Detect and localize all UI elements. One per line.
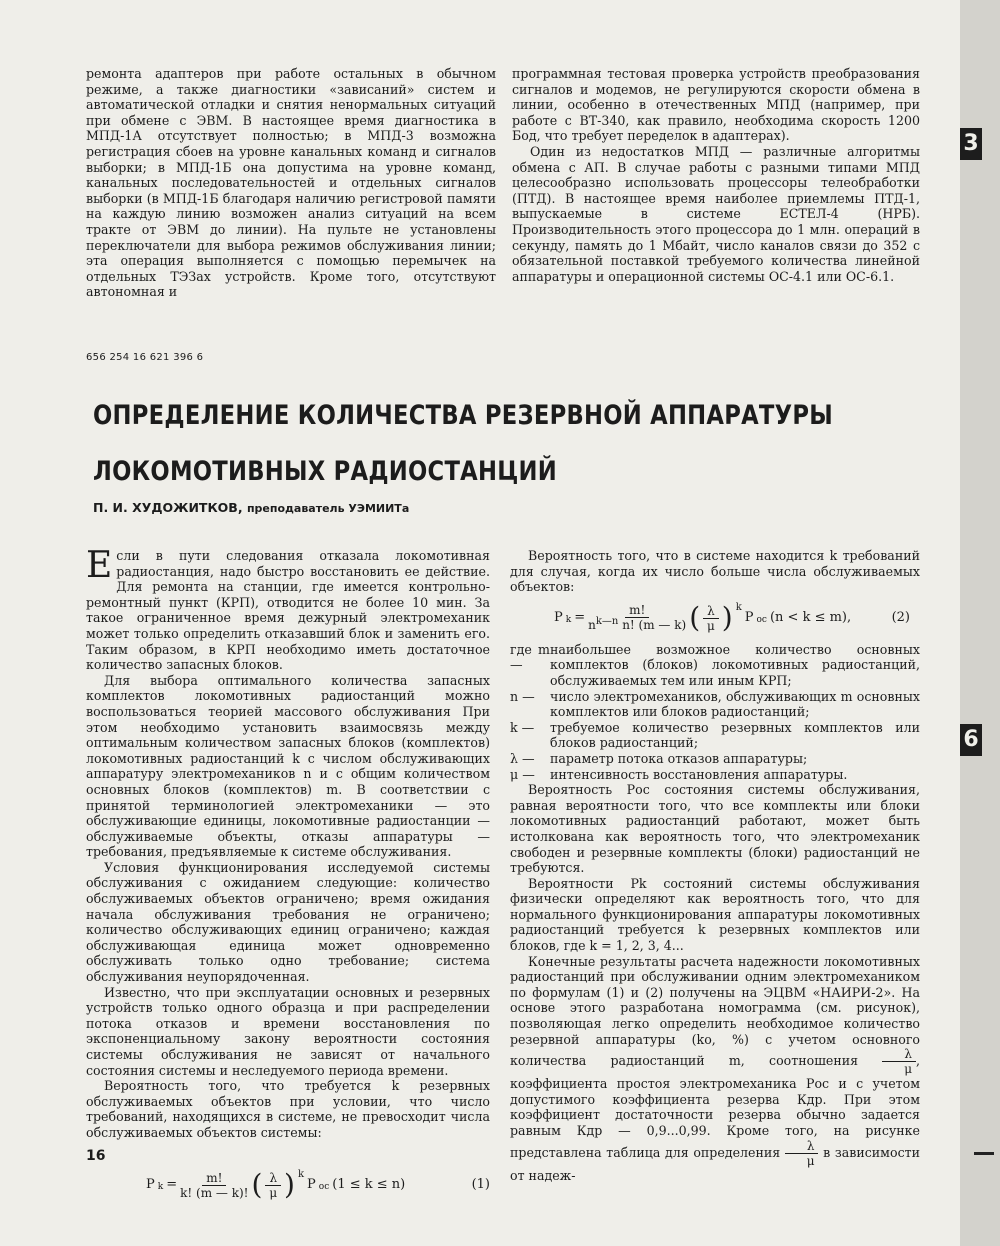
intro-paragraph: Если в пути следования отказала локомотивная радиостанция, надо быстро восстановить ее действие. Для ремонта на станции, где имеется контрольно-ремонтный пункт (КРП), отводится не более 10 мин. За такое ограниченное время дежурный электромеханик может только определить отказавший блок и заменить его. Таким образом, в КРП необходимо иметь достаточное количество запасных блоков. — [86, 545, 490, 673]
top-left-column — [86, 66, 496, 300]
formula-number: (1) — [471, 1177, 490, 1193]
article-title — [93, 388, 833, 500]
section-tab: 3 — [960, 128, 982, 160]
paragraph: Вероятность того, что в системе находится k требований для случая, когда их число больше числа обслуживаемых объектов: — [510, 548, 920, 595]
paragraph: Вероятность того, что требуется k резервных обслуживаемых объектов при условии, что число требований, находящихся в системе, не превосходит числа обслуживаемых объектов системы: — [86, 1078, 490, 1140]
lambda-mu-fraction: $\frac{\lambda}{\mu}$ — [265, 1171, 281, 1200]
paragraph: Конечные результаты расчета надежности локомотивных радиостанций при обслуживании одним электромехаником по формулам (1) и (2) получены на ЭЦВМ «НАИРИ-2». На основе этого разработана номограмма (см. рисунок), позволяющая легко определить необходимое количество резервной аппаратуры (kо, %) с учетом основного количества радиостанций m, соотношения $\frac{\lambda}{\mu}$ , коэффициента простоя электромеханика Pос и с учетом допустимого коэффициента резерва Кдр. При этом коэффициент достаточности резерва обычно задается равным Кдр — 0,9...0,99. Кроме того, на рисунке представлена таблица для определения $\frac{\lambda}{\mu}$ в зависимости от надеж- — [510, 953, 920, 1183]
right-column — [510, 548, 920, 1183]
formula-number: (2) — [891, 610, 910, 626]
formula-2: P k = $\frac{m!}{n^{k—n} n! (m — k)}$ ( $\frac{\lambda}{\mu}$ ) k P oc (n < k ≤ m), (2) — [554, 601, 910, 635]
formula-1: P k = $\frac{m!}{k! (m — k)!}$ ( $\frac{\lambda}{\mu}$ ) k P oc (1 ≤ k ≤ n) (1) — [146, 1168, 490, 1202]
paragraph: Для выбора оптимального количества запасных комплектов локомотивных радиостанций можно воспользоваться теорией массового обслуживания При этом необходимо установить взаимосвязь между оптимальным количеством запасных блоков (комплектов) локомотивных радиостанций k с числом обслуживающих аппаратуру электромехаников n и с общим количеством основных блоков (комплектов) m. В соответствии с принятой терминологией электромеханики — это обслуживающие единицы, локомотивные радиостанции — обслуживаемые объекты, отказы аппаратуры — требования, предъявляемые к системе обслуживания. — [86, 672, 490, 860]
drop-cap: Е — [86, 545, 113, 586]
lambda-mu-fraction: $\frac{\lambda}{\mu}$ — [703, 604, 719, 633]
paragraph: ремонта адаптеров при работе остальных в обычном режиме, а также диагностики «зависаний» систем и автоматической отладки и снятия ненормальных ситуаций при обмене с ЭВМ. В настоящее время диагностика в МПД-1А отсутствует полностью; в МПД-3 возможна регистрация сбоев на уровне канальных команд и сигналов выборки; в МПД-1Б она допустима на уровне команд, канальных последовательностей и отдельных сигналов выборки (в МПД-1Б благодаря наличию регистровой памяти на каждую линию возможен анализ ситуаций на всем тракте от ЭВМ до линии). На пульте не установлены переключатели для выбора режимов обслуживания линии; эта операция выполняется с помощью перемычек на отдельных ТЭЗах устройств. Кроме того, отсутствуют автономная и — [86, 66, 496, 300]
fraction: $\frac{m!}{k! (m — k)!}$ — [180, 1170, 249, 1200]
paragraph: Вероятности Pk состояний системы обслуживания физически определяют как вероятность того, что для нормального функционирования аппаратуры локомотивных радиостанций требуется k резервных комплектов или блоков, где k = 1, 2, 3, 4... — [510, 875, 920, 954]
definitions-list — [510, 642, 920, 782]
paragraph: Условия функционирования исследуемой системы обслуживания с ожиданием следующие: количество обслуживаемых объектов ограничено; время ожидания начала обслуживания требования не ограничено; количество обслуживающих единиц ограничено; каждая обслуживающая единица может одновременно обслуживать только одно требование; система обслуживания неупорядоченная. — [86, 859, 490, 985]
top-right-column — [512, 66, 920, 284]
definition-item: μ — интенсивность восстановления аппаратуры. — [510, 766, 848, 782]
paragraph: Один из недостатков МПД — различные алгоритмы обмена с АП. В случае работы с разными типами МПД целесообразно использовать процессоры телеобработки (ПТД). В настоящее время наиболее приемлемы ПТД-1, выпускаемые в системе ЕСТЕЛ-4 (НРБ). Производительность этого процессора до 1 млн. операций в секунду, память до 1 Мбайт, число каналов связи до 352 с обязательной поставкой требуемого количества линейной аппаратуры и операционной системы ОС-4.1 или ОС-6.1. — [512, 143, 920, 284]
page-gutter — [960, 0, 1000, 1246]
title-line-1: ОПРЕДЕЛЕНИЕ КОЛИЧЕСТВА РЕЗЕРВНОЙ АППАРАТУРЫ — [93, 400, 833, 431]
definition-item: λ — параметр потока отказов аппаратуры; — [510, 750, 808, 766]
left-column — [86, 545, 490, 1208]
udc-code: 656 254 16 621 396 6 — [86, 352, 204, 363]
lambda-mu-fraction: $\frac{\lambda}{\mu}$ — [785, 1139, 819, 1168]
definition-item: где m — наибольшее возможное количество основных комплектов (блоков) локомотивных радиостанций, обслуживаемых тем или иным КРП; — [510, 641, 920, 688]
title-line-2: ЛОКОМОТИВНЫХ РАДИОСТАНЦИЙ — [93, 456, 557, 487]
paragraph: Вероятность Pос состояния системы обслуживания, равная вероятности того, что все комплекты или блоки локомотивных радиостанций работают, может быть истолкована как вероятность того, что электромеханик свободен и резервные комплекты (блоки) радиостанций не требуются. — [510, 782, 920, 876]
lambda-mu-fraction: $\frac{\lambda}{\mu}$ — [882, 1047, 916, 1076]
page-number: 16 — [86, 1148, 106, 1164]
paragraph: программная тестовая проверка устройств преобразования сигналов и модемов, не регулируются скорости обмена в линии, особенно в отечественных МПД (например, при работе с ВТ-340, как правило, необходима скорость 1200 Бод, что требует переделок в адаптерах). — [512, 66, 920, 144]
author-role: преподаватель УЭМИИТа — [246, 502, 410, 515]
definition-item: n — число электромехаников, обслуживающих m основных комплектов или блоков радиостанций; — [510, 688, 920, 720]
author-name: П. И. ХУДОЖИТКОВ, — [93, 500, 243, 515]
section-tab: 6 — [960, 724, 982, 756]
paragraph: Известно, что при эксплуатации основных и резервных устройств только одного образца и при распределении потока отказов и времени восстановления по экспоненциальному закону вероятности состояния системы обслуживания не зависят от начального состояния системы и неследуемого периода времени. — [86, 984, 490, 1078]
definition-item: k — требуемое количество резервных комплектов или блоков радиостанций; — [510, 719, 920, 751]
edge-mark — [974, 1152, 994, 1155]
byline — [93, 500, 409, 515]
fraction: $\frac{m!}{n^{k—n} n! (m — k)}$ — [588, 602, 687, 632]
